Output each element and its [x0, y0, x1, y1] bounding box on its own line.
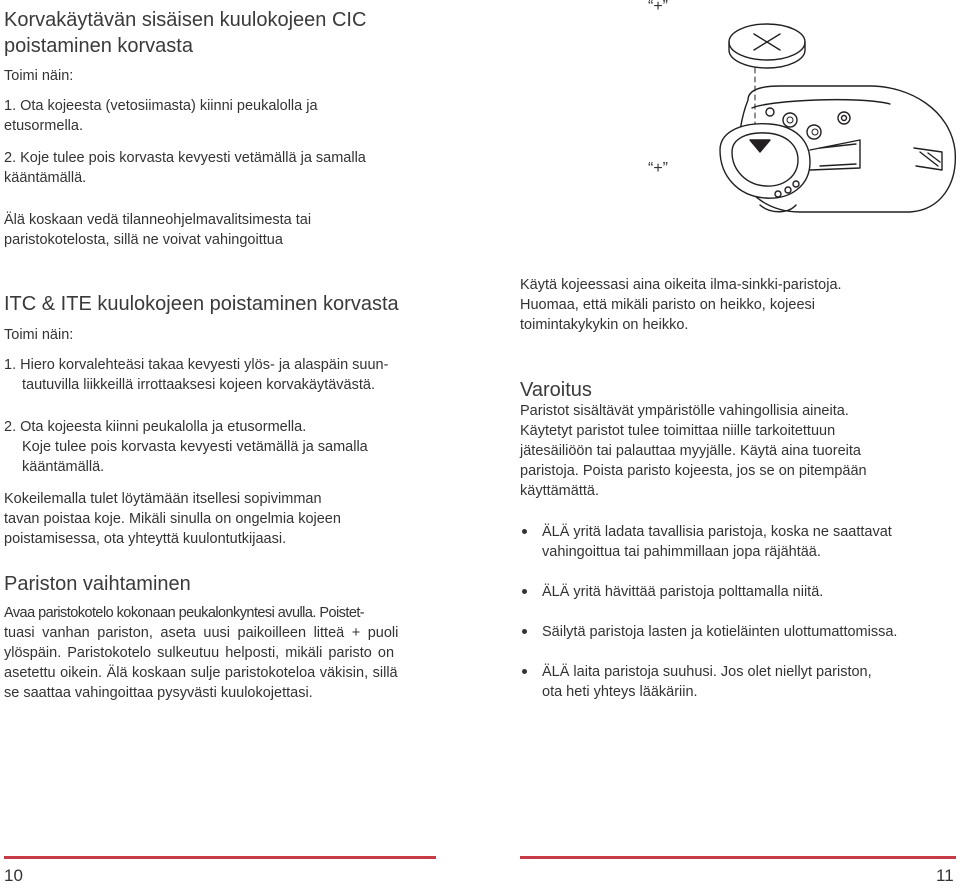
battery-line5: se saattaa vahingoittaa pysyvästi kuulokojettasi.	[4, 685, 313, 701]
ite-step2-line1: 2. Ota kojeesta kiinni peukalolla ja etusormella.	[4, 419, 307, 435]
cic-step1-line2: etusormella.	[4, 118, 83, 134]
bullet-icon	[522, 529, 527, 534]
footer-rule-right	[520, 856, 956, 859]
battery-line2: tuasi vanhan pariston, aseta uusi paikoilleen litteä + puoli	[4, 625, 399, 641]
zinc-line2: Huomaa, että mikäli paristo on heikko, kojeesi	[520, 297, 815, 313]
list-item-line1: ÄLÄ yritä ladata tavallisia paristoja, koska ne saattavat	[542, 524, 892, 540]
ite-step1-line1: 1. Hiero korvalehteäsi takaa kevyesti ylös- ja alaspäin suun-	[4, 357, 389, 373]
list-item	[522, 662, 872, 702]
bullet-icon	[522, 629, 527, 634]
bullet-icon	[522, 589, 527, 594]
warning-line1: Paristot sisältävät ympäristölle vahingollisia aineita.	[520, 403, 849, 419]
battery-line4: asetettu oikein. Älä koskaan sulje paristokoteloa väkisin, sillä	[4, 665, 398, 681]
hearing-aid-battery-icon	[620, 0, 960, 220]
battery-plus-label-top: “+”	[648, 0, 668, 15]
warning-line2: Käytetyt paristot tulee toimittaa niille tarkoitettuun	[520, 423, 836, 439]
page-number-left: 10	[4, 866, 23, 885]
warning-line4: paristoja. Poista paristo kojeesta, jos se on pitempään	[520, 463, 867, 479]
cic-title-line1: Korvakäytävän sisäisen kuulokojeen CIC	[4, 9, 367, 31]
battery-line3: ylöspäin. Paristokotelo sulkeutuu helposti, mikäli paristo on	[4, 645, 395, 661]
bullet-icon	[522, 669, 527, 674]
list-item-line1: ÄLÄ laita paristoja suuhusi. Jos olet niellyt pariston,	[542, 664, 872, 680]
list-item-line1: ÄLÄ yritä hävittää paristoja polttamalla niitä.	[542, 584, 824, 600]
list-item	[522, 522, 892, 562]
warning-title: Varoitus	[520, 379, 592, 401]
list-item	[522, 622, 897, 642]
footer-rule-left	[4, 856, 436, 859]
zinc-line3: toimintakykykin on heikko.	[520, 317, 689, 333]
battery-title: Pariston vaihtaminen	[4, 573, 191, 595]
ite-note-line2: tavan poistaa koje. Mikäli sinulla on ongelmia kojeen	[4, 511, 341, 527]
cic-warning-line1: Älä koskaan vedä tilanneohjelmavalitsimesta tai	[4, 212, 312, 228]
list-item-line2: vahingoittua tai pahimmillaan jopa räjähtää.	[542, 544, 821, 560]
warning-line5: käyttämättä.	[520, 483, 599, 499]
list-item	[522, 582, 823, 602]
cic-intro: Toimi näin:	[4, 68, 74, 84]
battery-plus-label-mid: “+”	[648, 160, 668, 177]
ite-step2-line3: kääntämällä.	[22, 459, 105, 475]
ite-note-line3: poistamisessa, ota yhteyttä kuulontutkijaasi.	[4, 531, 287, 547]
warning-line3: jätesäiliöön tai palauttaa myyjälle. Käytä aina tuoreita	[520, 443, 861, 459]
cic-title-line2: poistaminen korvasta	[4, 35, 193, 57]
ite-note-line1: Kokeilemalla tulet löytämään itsellesi sopivimman	[4, 491, 322, 507]
cic-step2-line1: 2. Koje tulee pois korvasta kevyesti vetämällä ja samalla	[4, 150, 366, 166]
list-item-line1: Säilytä paristoja lasten ja kotieläinten ulottumattomissa.	[542, 624, 898, 640]
ite-step2-line2: Koje tulee pois korvasta kevyesti vetämällä ja samalla	[22, 439, 368, 455]
cic-step1-line1: 1. Ota kojeesta (vetosiimasta) kiinni peukalolla ja	[4, 98, 318, 114]
zinc-line1: Käytä kojeessasi aina oikeita ilma-sinkki-paristoja.	[520, 277, 842, 293]
cic-warning-line2: paristokotelosta, sillä ne voivat vahingoittua	[4, 232, 283, 248]
battery-line1: Avaa paristokotelo kokonaan peukalonkyntesi avulla. Poistet-	[4, 605, 365, 621]
page-number-right: 11	[936, 866, 954, 885]
list-item-line2: ota heti yhteys lääkäriin.	[542, 684, 698, 700]
cic-step2-line2: kääntämällä.	[4, 170, 87, 186]
ite-title: ITC & ITE kuulokojeen poistaminen korvasta	[4, 293, 399, 315]
ite-intro: Toimi näin:	[4, 327, 74, 343]
ite-step1-line2: tautuvilla liikkeillä irrottaaksesi kojeen korvakäytävästä.	[22, 377, 375, 393]
